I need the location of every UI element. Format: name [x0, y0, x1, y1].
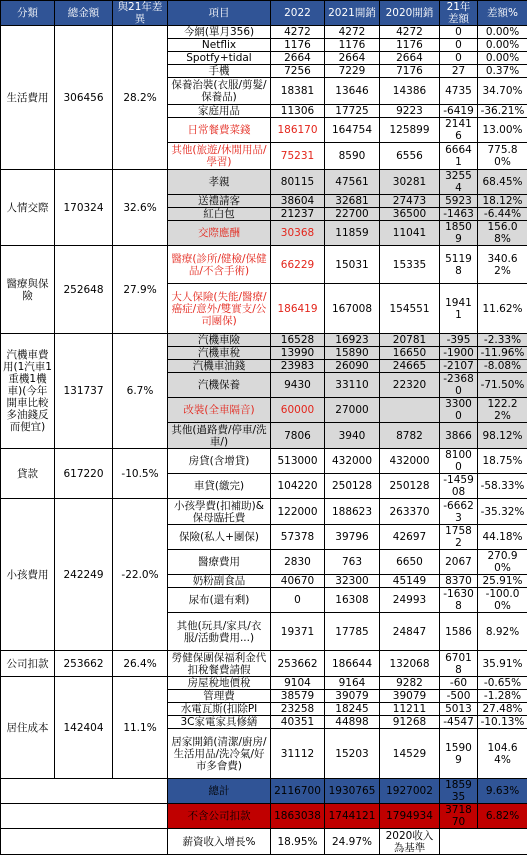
diff-cell[interactable]: 51198 [440, 246, 478, 284]
value-2020-cell[interactable]: 7176 [380, 65, 440, 78]
item-cell[interactable]: 勞健保團保福利金代扣稅餐費請假 [168, 651, 271, 677]
table-body [1, 26, 527, 779]
header-diff[interactable]: 21年差額 [440, 1, 478, 26]
value-2022-cell[interactable]: 23258 [271, 703, 325, 716]
diff-cell[interactable]: -1900 [440, 347, 478, 360]
value-2022-cell[interactable]: 7806 [271, 423, 325, 449]
group-total-cell[interactable]: 252648 [55, 246, 113, 334]
diff-pct-cell[interactable]: 270.90% [478, 550, 527, 575]
value-2021-cell[interactable]: 432000 [325, 449, 380, 474]
item-cell[interactable]: 房屋稅地價稅 [168, 677, 271, 690]
header-item[interactable]: 項目 [168, 1, 271, 26]
value-2020-cell[interactable]: 45149 [380, 575, 440, 588]
diff-cell[interactable]: 81000 [440, 449, 478, 474]
excl-2021[interactable]: 1744121 [325, 804, 380, 829]
item-cell[interactable]: 3C家電家具修繕 [168, 716, 271, 729]
value-2022-cell[interactable]: 75231 [271, 143, 325, 170]
value-2021-cell[interactable]: 250128 [325, 474, 380, 499]
total-diff[interactable]: 185935 [440, 779, 478, 804]
value-2022-cell[interactable]: 186170 [271, 118, 325, 143]
value-2022-cell[interactable]: 4272 [271, 26, 325, 39]
diff-pct-cell[interactable]: 340.62% [478, 246, 527, 284]
item-cell[interactable]: 醫療(診所/健檢/保健品/不含手術) [168, 246, 271, 284]
value-2021-cell[interactable]: 15031 [325, 246, 380, 284]
value-2020-cell[interactable]: 24993 [380, 588, 440, 613]
group-vs2021-cell[interactable]: 32.6% [113, 170, 168, 246]
diff-pct-cell[interactable]: 775.80% [478, 143, 527, 170]
diff-pct-cell[interactable]: -36.21% [478, 105, 527, 118]
group-vs2021-cell[interactable]: -22.0% [113, 499, 168, 651]
value-2022-cell[interactable]: 30368 [271, 221, 325, 246]
value-2021-cell[interactable]: 27000 [325, 398, 380, 423]
item-cell[interactable]: 汽機車稅 [168, 347, 271, 360]
blank-cell [440, 829, 527, 855]
diff-pct-cell[interactable]: 13.00% [478, 118, 527, 143]
diff-pct-cell[interactable]: 98.12% [478, 423, 527, 449]
group-total-cell[interactable]: 253662 [55, 651, 113, 677]
item-cell[interactable]: 紅白包 [168, 208, 271, 221]
value-2022-cell[interactable]: 38579 [271, 690, 325, 703]
excl-2022[interactable]: 1863038 [271, 804, 325, 829]
value-2022-cell[interactable]: 104220 [271, 474, 325, 499]
diff-pct-cell[interactable]: 35.91% [478, 651, 527, 677]
diff-pct-cell[interactable]: -71.50% [478, 373, 527, 398]
value-2022-cell[interactable]: 13990 [271, 347, 325, 360]
diff-pct-cell[interactable]: 0.00% [478, 26, 527, 39]
table-row [1, 246, 527, 284]
group-vs2021-cell[interactable]: -10.5% [113, 449, 168, 499]
header-diff-pct[interactable]: 差額% [478, 1, 527, 26]
diff-pct-cell[interactable]: 34.70% [478, 78, 527, 105]
value-2022-cell[interactable]: 2830 [271, 550, 325, 575]
total-2022[interactable]: 2116700 [271, 779, 325, 804]
value-2022-cell[interactable]: 2664 [271, 52, 325, 65]
group-total-cell[interactable]: 306456 [55, 26, 113, 170]
value-2022-cell[interactable]: 186419 [271, 284, 325, 334]
value-2021-cell[interactable]: 26090 [325, 360, 380, 373]
value-2021-cell[interactable]: 39079 [325, 690, 380, 703]
header-2022[interactable]: 2022 [271, 1, 325, 26]
value-2021-cell[interactable]: 1176 [325, 39, 380, 52]
diff-pct-cell[interactable]: -10.13% [478, 716, 527, 729]
item-cell[interactable]: 奶粉副食品 [168, 575, 271, 588]
category-cell[interactable]: 貸款 [1, 449, 55, 499]
diff-pct-cell[interactable]: 68.45% [478, 170, 527, 195]
growth-2020[interactable]: 2020收入為基準 [380, 829, 440, 855]
value-2020-cell[interactable]: 27473 [380, 195, 440, 208]
item-cell[interactable]: 手機 [168, 65, 271, 78]
diff-cell[interactable]: -60 [440, 677, 478, 690]
diff-cell[interactable]: -2107 [440, 360, 478, 373]
value-2020-cell[interactable]: 24847 [380, 613, 440, 651]
diff-cell[interactable]: 27 [440, 65, 478, 78]
diff-cell[interactable]: 33000 [440, 398, 478, 423]
diff-pct-cell[interactable]: 18.12% [478, 195, 527, 208]
item-cell[interactable]: 水電瓦斯(扣除PI [168, 703, 271, 716]
value-2020-cell[interactable]: 132068 [380, 651, 440, 677]
value-2022-cell[interactable]: 60000 [271, 398, 325, 423]
value-2022-cell[interactable]: 40351 [271, 716, 325, 729]
diff-pct-cell[interactable]: -8.08% [478, 360, 527, 373]
value-2021-cell[interactable]: 32681 [325, 195, 380, 208]
item-cell[interactable]: 醫療費用 [168, 550, 271, 575]
header-total[interactable]: 總金額 [55, 1, 113, 26]
value-2022-cell[interactable]: 40670 [271, 575, 325, 588]
header-2020[interactable]: 2020開銷 [380, 1, 440, 26]
excl-pct[interactable]: 6.82% [478, 804, 527, 829]
total-row [1, 779, 527, 804]
diff-cell[interactable]: -66623 [440, 499, 478, 525]
value-2022-cell[interactable]: 9104 [271, 677, 325, 690]
diff-cell[interactable]: -23680 [440, 373, 478, 398]
value-2021-cell[interactable]: 4272 [325, 26, 380, 39]
value-2022-cell[interactable]: 80115 [271, 170, 325, 195]
category-cell[interactable]: 人情交際 [1, 170, 55, 246]
diff-cell[interactable]: 32554 [440, 170, 478, 195]
diff-pct-cell[interactable]: 44.18% [478, 525, 527, 550]
diff-cell[interactable]: 67018 [440, 651, 478, 677]
growth-label[interactable]: 薪資收入增長% [168, 829, 271, 855]
value-2021-cell[interactable]: 9164 [325, 677, 380, 690]
item-cell[interactable]: Netflix [168, 39, 271, 52]
value-2020-cell[interactable]: 14386 [380, 78, 440, 105]
item-cell[interactable]: 車貸(繳完) [168, 474, 271, 499]
value-2022-cell[interactable]: 513000 [271, 449, 325, 474]
table-row [1, 651, 527, 677]
value-2022-cell[interactable]: 11306 [271, 105, 325, 118]
value-2020-cell[interactable] [380, 398, 440, 423]
value-2021-cell[interactable]: 22700 [325, 208, 380, 221]
value-2021-cell[interactable]: 18245 [325, 703, 380, 716]
diff-cell[interactable]: -6419 [440, 105, 478, 118]
category-cell[interactable]: 醫療與保險 [1, 246, 55, 334]
group-vs2021-cell[interactable]: 11.1% [113, 677, 168, 779]
value-2020-cell[interactable]: 263370 [380, 499, 440, 525]
category-cell[interactable]: 汽機車費用(1汽車1重機1機車)(今年開車比較多油錢反而便宜) [1, 334, 55, 449]
diff-cell[interactable]: 21416 [440, 118, 478, 143]
diff-pct-cell[interactable]: 104.64% [478, 729, 527, 779]
value-2020-cell[interactable]: 20781 [380, 334, 440, 347]
value-2020-cell[interactable]: 250128 [380, 474, 440, 499]
header-category[interactable]: 分類 [1, 1, 55, 26]
header-vs2021[interactable]: 與21年差異 [113, 1, 168, 26]
value-2021-cell[interactable]: 167008 [325, 284, 380, 334]
total-2021[interactable]: 1930765 [325, 779, 380, 804]
value-2020-cell[interactable]: 36500 [380, 208, 440, 221]
item-cell[interactable]: 汽機保養 [168, 373, 271, 398]
group-vs2021-cell[interactable]: 26.4% [113, 651, 168, 677]
total-label[interactable]: 總計 [168, 779, 271, 804]
value-2022-cell[interactable]: 31112 [271, 729, 325, 779]
item-cell[interactable]: 其他(過路費/停車/洗車/) [168, 423, 271, 449]
blank-cell [1, 804, 168, 829]
value-2021-cell[interactable]: 44898 [325, 716, 380, 729]
item-cell[interactable]: 小孩學費(扣補助)&保母臨托費 [168, 499, 271, 525]
value-2022-cell[interactable]: 21237 [271, 208, 325, 221]
value-2020-cell[interactable]: 11211 [380, 703, 440, 716]
value-2020-cell[interactable]: 125899 [380, 118, 440, 143]
blank-cell [1, 829, 168, 855]
diff-cell[interactable]: 1586 [440, 613, 478, 651]
item-cell[interactable]: 保養治裝(衣服/剪髮/保養品) [168, 78, 271, 105]
group-vs2021-cell[interactable]: 27.9% [113, 246, 168, 334]
diff-pct-cell[interactable]: 27.48% [478, 703, 527, 716]
value-2021-cell[interactable]: 11859 [325, 221, 380, 246]
diff-cell[interactable]: -1463 [440, 208, 478, 221]
item-cell[interactable]: 汽機車險 [168, 334, 271, 347]
value-2020-cell[interactable]: 6650 [380, 550, 440, 575]
value-2020-cell[interactable]: 4272 [380, 26, 440, 39]
value-2020-cell[interactable]: 91268 [380, 716, 440, 729]
value-2022-cell[interactable]: 38604 [271, 195, 325, 208]
item-cell[interactable]: 送禮請客 [168, 195, 271, 208]
value-2020-cell[interactable]: 9223 [380, 105, 440, 118]
value-2022-cell[interactable]: 18381 [271, 78, 325, 105]
diff-pct-cell[interactable]: -2.33% [478, 334, 527, 347]
diff-pct-cell[interactable]: 0.37% [478, 65, 527, 78]
diff-cell[interactable]: -16308 [440, 588, 478, 613]
value-2022-cell[interactable]: 9430 [271, 373, 325, 398]
diff-cell[interactable]: 4735 [440, 78, 478, 105]
value-2020-cell[interactable]: 30281 [380, 170, 440, 195]
header-row [1, 1, 527, 26]
value-2022-cell[interactable]: 1176 [271, 39, 325, 52]
value-2020-cell[interactable]: 6556 [380, 143, 440, 170]
value-2022-cell[interactable]: 0 [271, 588, 325, 613]
diff-pct-cell[interactable]: 8.92% [478, 613, 527, 651]
value-2021-cell[interactable]: 16308 [325, 588, 380, 613]
salary-growth-row [1, 829, 527, 855]
diff-pct-cell[interactable]: -1.28% [478, 690, 527, 703]
value-2021-cell[interactable]: 2664 [325, 52, 380, 65]
blank-cell [1, 779, 168, 804]
category-cell[interactable]: 生活費用 [1, 26, 55, 170]
item-cell[interactable]: Spotfy+tidal [168, 52, 271, 65]
value-2020-cell[interactable]: 9282 [380, 677, 440, 690]
total-pct[interactable]: 9.63% [478, 779, 527, 804]
value-2022-cell[interactable]: 66229 [271, 246, 325, 284]
value-2022-cell[interactable]: 122000 [271, 499, 325, 525]
diff-cell[interactable]: 5013 [440, 703, 478, 716]
value-2020-cell[interactable]: 154551 [380, 284, 440, 334]
value-2020-cell[interactable]: 2664 [380, 52, 440, 65]
diff-cell[interactable]: -395 [440, 334, 478, 347]
value-2021-cell[interactable]: 186644 [325, 651, 380, 677]
value-2020-cell[interactable]: 8782 [380, 423, 440, 449]
value-2020-cell[interactable]: 22320 [380, 373, 440, 398]
item-cell[interactable]: 大人保險(失能/醫療/癌症/意外/雙實支/公司團保) [168, 284, 271, 334]
value-2021-cell[interactable]: 763 [325, 550, 380, 575]
item-cell[interactable]: 日常餐費菜錢 [168, 118, 271, 143]
group-vs2021-cell[interactable]: 28.2% [113, 26, 168, 170]
item-cell[interactable]: 今網(單月356) [168, 26, 271, 39]
value-2021-cell[interactable]: 17785 [325, 613, 380, 651]
item-cell[interactable]: 其他(旅遊/休閒用品/學習) [168, 143, 271, 170]
item-cell[interactable]: 交際應酬 [168, 221, 271, 246]
value-2021-cell[interactable]: 16923 [325, 334, 380, 347]
value-2021-cell[interactable]: 8590 [325, 143, 380, 170]
table-row [1, 26, 527, 39]
growth-2021[interactable]: 24.97% [325, 829, 380, 855]
excl-label[interactable]: 不含公司扣款 [168, 804, 271, 829]
table-row [1, 449, 527, 474]
item-cell[interactable]: 保險(私人+團保) [168, 525, 271, 550]
diff-cell[interactable]: 19411 [440, 284, 478, 334]
value-2021-cell[interactable]: 3940 [325, 423, 380, 449]
value-2021-cell[interactable]: 15890 [325, 347, 380, 360]
diff-pct-cell[interactable]: -35.32% [478, 499, 527, 525]
group-total-cell[interactable]: 617220 [55, 449, 113, 499]
value-2022-cell[interactable]: 57378 [271, 525, 325, 550]
diff-cell[interactable]: 18509 [440, 221, 478, 246]
value-2021-cell[interactable]: 17725 [325, 105, 380, 118]
diff-cell[interactable]: 66641 [440, 143, 478, 170]
item-cell[interactable]: 管理費 [168, 690, 271, 703]
value-2022-cell[interactable]: 7256 [271, 65, 325, 78]
diff-pct-cell[interactable]: 0.00% [478, 52, 527, 65]
diff-pct-cell[interactable]: 25.91% [478, 575, 527, 588]
value-2020-cell[interactable]: 15335 [380, 246, 440, 284]
value-2021-cell[interactable]: 188623 [325, 499, 380, 525]
category-cell[interactable]: 居住成本 [1, 677, 55, 779]
group-total-cell[interactable]: 131737 [55, 334, 113, 449]
item-cell[interactable]: 尿布(還有剩) [168, 588, 271, 613]
diff-pct-cell[interactable]: -100.00% [478, 588, 527, 613]
category-cell[interactable]: 小孩費用 [1, 499, 55, 651]
diff-pct-cell[interactable]: 156.08% [478, 221, 527, 246]
diff-cell[interactable]: 2067 [440, 550, 478, 575]
value-2021-cell[interactable]: 47561 [325, 170, 380, 195]
group-vs2021-cell[interactable]: 6.7% [113, 334, 168, 449]
table-row [1, 499, 527, 525]
value-2022-cell[interactable]: 16528 [271, 334, 325, 347]
category-cell[interactable]: 公司扣款 [1, 651, 55, 677]
diff-cell[interactable]: 8370 [440, 575, 478, 588]
diff-pct-cell[interactable]: 11.62% [478, 284, 527, 334]
excl-2020[interactable]: 1794934 [380, 804, 440, 829]
header-2021[interactable]: 2021開銷 [325, 1, 380, 26]
value-2021-cell[interactable]: 39796 [325, 525, 380, 550]
table-row [1, 170, 527, 195]
item-cell[interactable]: 其他(玩具/家具/衣服/活動費用...) [168, 613, 271, 651]
diff-pct-cell[interactable]: 0.00% [478, 39, 527, 52]
item-cell[interactable]: 汽機車油錢 [168, 360, 271, 373]
diff-cell[interactable]: 15909 [440, 729, 478, 779]
value-2020-cell[interactable]: 14529 [380, 729, 440, 779]
diff-cell[interactable]: 0 [440, 26, 478, 39]
value-2021-cell[interactable]: 15203 [325, 729, 380, 779]
item-cell[interactable]: 居家開銷(清潔/廚房/生活用品/洗冷氣/好市多會費) [168, 729, 271, 779]
table-row [1, 334, 527, 347]
growth-2022[interactable]: 18.95% [271, 829, 325, 855]
value-2021-cell[interactable]: 13646 [325, 78, 380, 105]
diff-pct-cell[interactable]: -0.65% [478, 677, 527, 690]
item-cell[interactable]: 改裝(全車隔音) [168, 398, 271, 423]
diff-cell[interactable]: -500 [440, 690, 478, 703]
diff-pct-cell[interactable]: -58.33% [478, 474, 527, 499]
diff-pct-cell[interactable]: 122.22% [478, 398, 527, 423]
table-row [1, 677, 527, 690]
value-2022-cell[interactable]: 253662 [271, 651, 325, 677]
group-total-cell[interactable]: 242249 [55, 499, 113, 651]
diff-cell[interactable]: 0 [440, 39, 478, 52]
value-2020-cell[interactable]: 1176 [380, 39, 440, 52]
value-2020-cell[interactable]: 39079 [380, 690, 440, 703]
diff-pct-cell[interactable]: 18.75% [478, 449, 527, 474]
value-2020-cell[interactable]: 11041 [380, 221, 440, 246]
value-2021-cell[interactable]: 32300 [325, 575, 380, 588]
excl-company-row [1, 804, 527, 829]
excl-diff[interactable]: 371870 [440, 804, 478, 829]
value-2020-cell[interactable]: 42697 [380, 525, 440, 550]
value-2021-cell[interactable]: 7229 [325, 65, 380, 78]
diff-cell[interactable]: 5923 [440, 195, 478, 208]
value-2022-cell[interactable]: 23983 [271, 360, 325, 373]
diff-cell[interactable]: -4547 [440, 716, 478, 729]
group-total-cell[interactable]: 142404 [55, 677, 113, 779]
item-cell[interactable]: 家庭用品 [168, 105, 271, 118]
diff-cell[interactable]: 3866 [440, 423, 478, 449]
value-2022-cell[interactable]: 19371 [271, 613, 325, 651]
value-2020-cell[interactable]: 24665 [380, 360, 440, 373]
value-2020-cell[interactable]: 16650 [380, 347, 440, 360]
value-2021-cell[interactable]: 164754 [325, 118, 380, 143]
item-cell[interactable]: 房貸(含增貸) [168, 449, 271, 474]
diff-pct-cell[interactable]: -6.44% [478, 208, 527, 221]
diff-cell[interactable]: 17582 [440, 525, 478, 550]
value-2021-cell[interactable]: 33110 [325, 373, 380, 398]
diff-cell[interactable]: 0 [440, 52, 478, 65]
diff-pct-cell[interactable]: -11.96% [478, 347, 527, 360]
diff-cell[interactable]: -145908 [440, 474, 478, 499]
item-cell[interactable]: 孝親 [168, 170, 271, 195]
group-total-cell[interactable]: 170324 [55, 170, 113, 246]
value-2020-cell[interactable]: 432000 [380, 449, 440, 474]
total-2020[interactable]: 1927002 [380, 779, 440, 804]
